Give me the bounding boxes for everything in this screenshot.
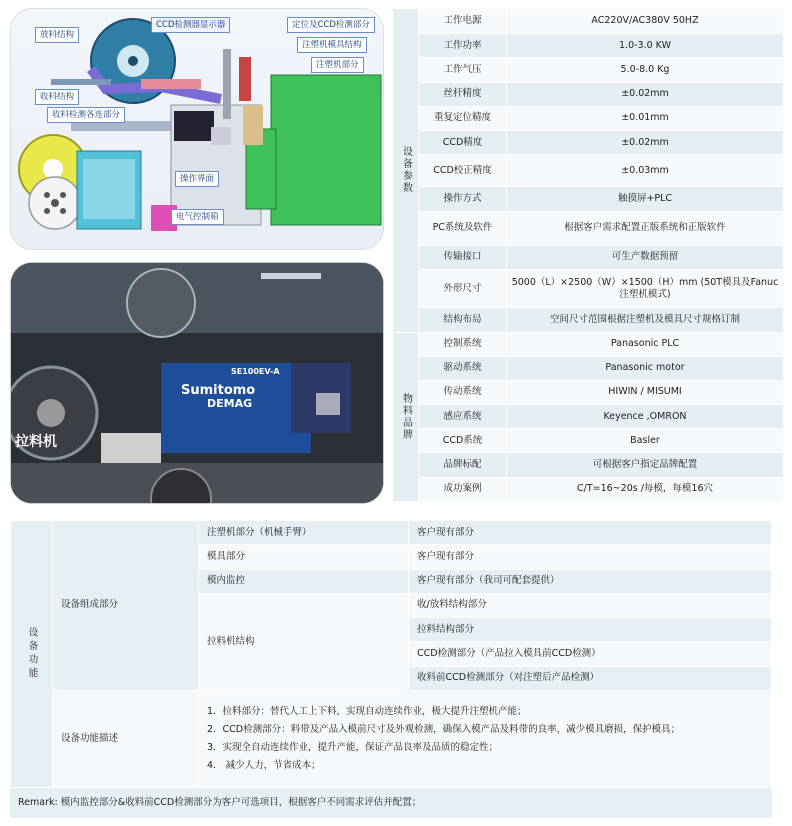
spec-value: HIWIN / MISUMI (507, 380, 784, 404)
component-name: 模内监控 (199, 569, 409, 593)
spec-value: Panasonic motor (507, 356, 784, 380)
func-group-label: 设备功能 (11, 521, 53, 788)
spec-value: Panasonic PLC (507, 332, 784, 356)
composition-label: 设备组成部分 (53, 521, 199, 691)
label-rewind-structure: 收料结构 (35, 89, 79, 105)
pull-part: 拉料结构部分 (409, 618, 772, 642)
spec-key: 工作功率 (419, 34, 507, 58)
label-electric-control-box: 电气控制箱 (171, 209, 224, 225)
spec-key: 成功案例 (419, 477, 507, 501)
spec-value: 根据客户需求配置正版系统和正版软件 (507, 211, 784, 245)
spec-table (392, 8, 784, 502)
spec-value: ±0.02mm (507, 82, 784, 106)
spec-group-material-brands: 物料品牌 (393, 332, 419, 501)
spec-group-equipment-params: 设备参数 (393, 9, 419, 333)
function-table (10, 520, 772, 788)
spec-key: CCD精度 (419, 130, 507, 154)
spec-key: CCD校正精度 (419, 155, 507, 187)
label-unwind-structure: 放料结构 (35, 27, 79, 43)
photo-model-label: SE100EV-A (231, 367, 280, 376)
spec-value: ±0.02mm (507, 130, 784, 154)
spec-value: 1.0-3.0 KW (507, 34, 784, 58)
pull-machine-label: 拉料机结构 (199, 593, 409, 690)
pull-part: 收/放料结构部分 (409, 593, 772, 617)
component-status: 客户现有部分（我司可配套提供） (409, 569, 772, 593)
spec-key: 结构布局 (419, 308, 507, 332)
component-name: 模具部分 (199, 545, 409, 569)
spec-key: 品牌标配 (419, 453, 507, 477)
label-molding-machine: 注塑机部分 (311, 57, 364, 73)
spec-value: 5.0-8.0 Kg (507, 58, 784, 82)
spec-key: 外形尺寸 (419, 270, 507, 308)
spec-value: 空间尺寸范围根据注塑机及模具尺寸规格订制 (507, 308, 784, 332)
component-status: 客户现有部分 (409, 545, 772, 569)
photo-brand-demag: DEMAG (207, 397, 253, 410)
spec-key: 重复定位精度 (419, 106, 507, 130)
spec-value: Keyence ,OMRON (507, 405, 784, 429)
spec-key: 驱动系统 (419, 356, 507, 380)
spec-value: ±0.03mm (507, 155, 784, 187)
spec-value: 可生产数据预留 (507, 245, 784, 269)
photo-caption: 拉料机 (15, 434, 57, 450)
spec-key: 传动系统 (419, 380, 507, 404)
spec-value: ±0.01mm (507, 106, 784, 130)
spec-key: CCD系统 (419, 429, 507, 453)
spec-key: 丝杆精度 (419, 82, 507, 106)
spec-value: AC220V/AC380V 50HZ (507, 9, 784, 34)
label-positioning-ccd: 定位及CCD检测部分 (287, 17, 375, 33)
spec-key: PC系统及软件 (419, 211, 507, 245)
spec-key: 控制系统 (419, 332, 507, 356)
label-ccd-display: CCD检测器显示器 (151, 17, 230, 33)
photo-brand-sumitomo: Sumitomo (181, 383, 256, 398)
description-line: 2．CCD检测部分：料带及产品入模前尺寸及外观检测，确保入模产品及料带的良率，减少模具磨损，保护模具； (207, 723, 681, 735)
machine-diagram (10, 8, 384, 250)
component-name: 注塑机部分（机械手臂） (199, 521, 409, 545)
spec-key: 传输接口 (419, 245, 507, 269)
spec-key: 工作电源 (419, 9, 507, 34)
spec-key: 工作气压 (419, 58, 507, 82)
pull-part: 收料前CCD检测部分（对注塑后产品检测） (409, 666, 772, 690)
description-line: 3．实现全自动连续作业，提升产能，保证产品良率及品质的稳定性； (207, 741, 499, 753)
label-rewind-detection: 收料检测各连部分 (47, 107, 125, 123)
spec-value: 触摸屏+PLC (507, 187, 784, 211)
spec-key: 操作方式 (419, 187, 507, 211)
spec-value: Basler (507, 429, 784, 453)
label-operation-interface: 操作界面 (175, 171, 219, 187)
component-status: 客户现有部分 (409, 521, 772, 545)
description-line: 1．拉料部分：替代人工上下料，实现自动连续作业，极大提升注塑机产能； (207, 705, 527, 717)
spec-key: 感应系统 (419, 405, 507, 429)
description-body (199, 690, 772, 787)
description-label: 设备功能描述 (53, 690, 199, 787)
spec-value: 可根据客户指定品牌配置 (507, 453, 784, 477)
remark-note: Remark: 模内监控部分&收料前CCD检测部分为客户可选项目，根据客户不同需求评估并配置； (10, 788, 772, 818)
pull-part: CCD检测部分（产品拉入模具前CCD检测） (409, 642, 772, 666)
spec-value: 5000（L）×2500（W）×1500（H）mm (50T模具及Fanuc注塑机模式) (507, 270, 784, 308)
description-line: 4． 减少人力，节省成本； (207, 759, 321, 771)
label-mold-structure: 注塑机模具结构 (297, 37, 367, 53)
spec-value: C/T=16~20s /每模，每模16穴 (507, 477, 784, 501)
factory-photo (10, 262, 384, 504)
